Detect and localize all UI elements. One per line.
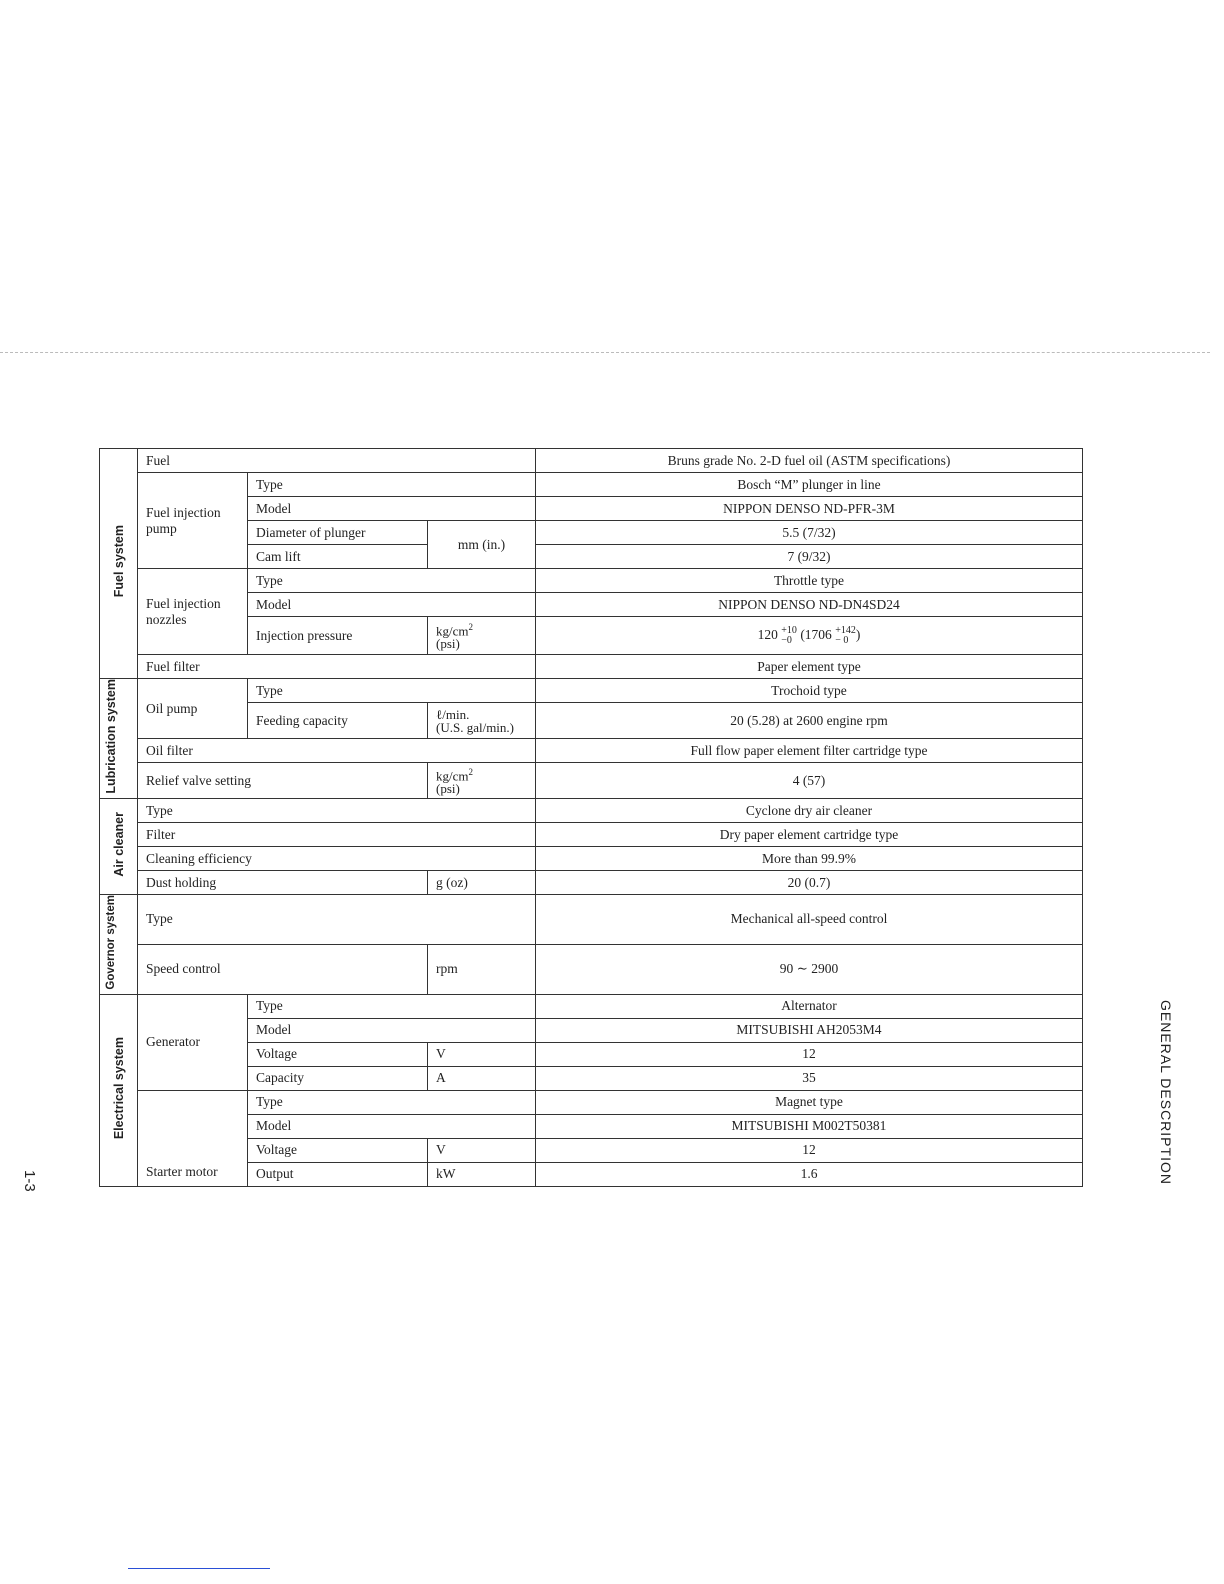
table-row <box>100 1114 1083 1138</box>
table-row <box>100 617 1083 655</box>
group-governor-system: Governor system <box>100 895 138 995</box>
cleaning-efficiency-label: Cleaning efficiency <box>138 847 536 871</box>
table-row <box>100 1162 1083 1186</box>
table-row <box>100 449 1083 473</box>
generator-voltage-unit: V <box>428 1042 536 1066</box>
generator-label: Generator <box>138 994 248 1090</box>
camlift-value: 7 (9/32) <box>536 545 1083 569</box>
feeding-capacity-label: Feeding capacity <box>248 703 428 739</box>
air-filter-label: Filter <box>138 823 536 847</box>
specification-table <box>99 448 1083 1187</box>
governor-type-value: Mechanical all-speed control <box>536 895 1083 945</box>
plunger-label: Diameter of plunger <box>248 521 428 545</box>
table-row <box>100 1090 1083 1114</box>
table-row <box>100 847 1083 871</box>
injection-pressure-value: 120 +10 −0 (1706 +142 − 0 ) <box>536 617 1083 655</box>
oil-pump-label: Oil pump <box>138 679 248 739</box>
generator-capacity-unit: A <box>428 1066 536 1090</box>
page-number: 1-3 <box>21 1170 38 1192</box>
generator-type-label: Type <box>248 994 536 1018</box>
air-type-value: Cyclone dry air cleaner <box>536 799 1083 823</box>
dust-holding-unit: g (oz) <box>428 871 536 895</box>
pump-type-value: Bosch “M” plunger in line <box>536 473 1083 497</box>
generator-model-label: Model <box>248 1018 536 1042</box>
starter-model-label: Model <box>248 1114 536 1138</box>
starter-type-label: Type <box>248 1090 536 1114</box>
table-row <box>100 569 1083 593</box>
speed-control-unit: rpm <box>428 944 536 994</box>
table-row <box>100 871 1083 895</box>
section-title: GENERAL DESCRIPTION <box>1158 1000 1174 1185</box>
nozzle-type-label: Type <box>248 569 536 593</box>
oil-pump-type-value: Trochoid type <box>536 679 1083 703</box>
air-type-label: Type <box>138 799 536 823</box>
fuel-filter-label: Fuel filter <box>138 655 536 679</box>
table-row <box>100 703 1083 739</box>
starter-output-unit: kW <box>428 1162 536 1186</box>
table-row <box>100 823 1083 847</box>
fuel-label: Fuel <box>138 449 536 473</box>
speed-control-value: 90 ∼ 2900 <box>536 944 1083 994</box>
pump-type-label: Type <box>248 473 536 497</box>
dust-holding-value: 20 (0.7) <box>536 871 1083 895</box>
generator-model-value: MITSUBISHI AH2053M4 <box>536 1018 1083 1042</box>
group-fuel-system: Fuel system <box>100 449 138 679</box>
table-row <box>100 1138 1083 1162</box>
speed-control-label: Speed control <box>138 944 428 994</box>
fuel-filter-value: Paper element type <box>536 655 1083 679</box>
feeding-capacity-value: 20 (5.28) at 2600 engine rpm <box>536 703 1083 739</box>
feeding-capacity-unit: ℓ/min. (U.S. gal/min.) <box>428 703 536 739</box>
governor-type-label: Type <box>138 895 536 945</box>
table-row <box>100 739 1083 763</box>
fuel-injection-nozzles-label: Fuel injection nozzles <box>138 569 248 655</box>
pump-model-label: Model <box>248 497 536 521</box>
cleaning-efficiency-value: More than 99.9% <box>536 847 1083 871</box>
bottom-rule <box>128 1568 270 1569</box>
nozzle-model-label: Model <box>248 593 536 617</box>
plunger-value: 5.5 (7/32) <box>536 521 1083 545</box>
oil-filter-label: Oil filter <box>138 739 536 763</box>
group-electrical-system: Electrical system <box>100 994 138 1186</box>
generator-voltage-label: Voltage <box>248 1042 428 1066</box>
generator-capacity-value: 35 <box>536 1066 1083 1090</box>
plunger-unit: mm (in.) <box>428 521 536 569</box>
table-row <box>100 1018 1083 1042</box>
relief-valve-label: Relief valve setting <box>138 763 428 799</box>
starter-output-label: Output <box>248 1162 428 1186</box>
camlift-label: Cam lift <box>248 545 428 569</box>
table-row <box>100 763 1083 799</box>
fuel-value: Bruns grade No. 2-D fuel oil (ASTM specifications) <box>536 449 1083 473</box>
table-row <box>100 497 1083 521</box>
starter-voltage-unit: V <box>428 1138 536 1162</box>
table-row <box>100 1066 1083 1090</box>
injection-pressure-label: Injection pressure <box>248 617 428 655</box>
oil-pump-type-label: Type <box>248 679 536 703</box>
relief-valve-value: 4 (57) <box>536 763 1083 799</box>
oil-filter-value: Full flow paper element filter cartridge type <box>536 739 1083 763</box>
nozzle-model-value: NIPPON DENSO ND-DN4SD24 <box>536 593 1083 617</box>
injection-pressure-tolerance: +10 −0 <box>781 624 797 646</box>
table-row <box>100 895 1083 945</box>
table-row <box>100 944 1083 994</box>
group-air-cleaner: Air cleaner <box>100 799 138 895</box>
fuel-injection-pump-label: Fuel injection pump <box>138 473 248 569</box>
starter-type-value: Magnet type <box>536 1090 1083 1114</box>
table-row <box>100 545 1083 569</box>
injection-pressure-unit: $kg/cm^2$ (psi) <box>428 617 536 655</box>
table-row <box>100 473 1083 497</box>
generator-capacity-label: Capacity <box>248 1066 428 1090</box>
generator-voltage-value: 12 <box>536 1042 1083 1066</box>
dust-holding-label: Dust holding <box>138 871 428 895</box>
starter-output-value: 1.6 <box>536 1162 1083 1186</box>
starter-voltage-label: Voltage <box>248 1138 428 1162</box>
table-row <box>100 593 1083 617</box>
starter-model-value: MITSUBISHI M002T50381 <box>536 1114 1083 1138</box>
generator-type-value: Alternator <box>536 994 1083 1018</box>
starter-motor-label: Starter motor <box>138 1090 248 1186</box>
scan-top-line <box>0 352 1210 353</box>
injection-pressure-psi-tolerance: +142 − 0 <box>835 624 856 646</box>
table-row <box>100 994 1083 1018</box>
table-row <box>100 655 1083 679</box>
starter-voltage-value: 12 <box>536 1138 1083 1162</box>
table-row <box>100 799 1083 823</box>
table-row <box>100 679 1083 703</box>
nozzle-type-value: Throttle type <box>536 569 1083 593</box>
table-row <box>100 521 1083 545</box>
pump-model-value: NIPPON DENSO ND-PFR-3M <box>536 497 1083 521</box>
group-lubrication-system: Lubrication system <box>100 679 138 799</box>
table-row <box>100 1042 1083 1066</box>
air-filter-value: Dry paper element cartridge type <box>536 823 1083 847</box>
relief-valve-unit: $kg/cm^2$ (psi) <box>428 763 536 799</box>
